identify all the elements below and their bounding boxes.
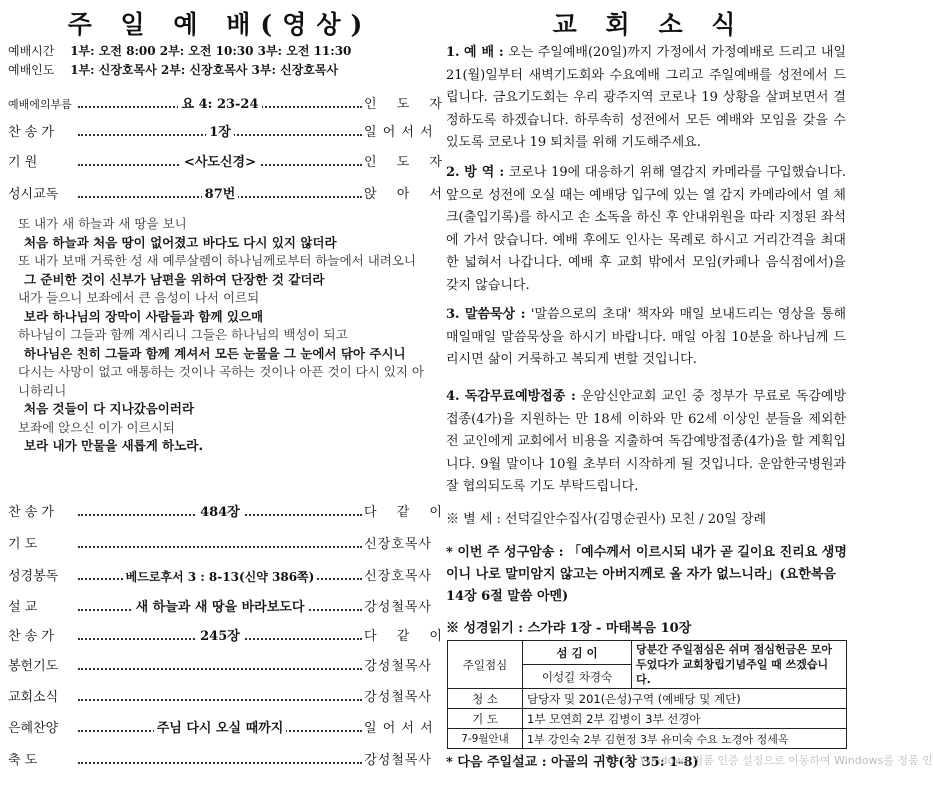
reading-line: 처음 하늘과 처음 땅이 없어졌고 바다도 다시 있지 않더라 [24,234,337,250]
lunch-names: 이성길 차경숙 [523,665,632,689]
reading-line: 다시는 사망이 없고 애통하는 것이나 곡하는 것이나 아픈 것이 다시 있지 아니하리니 [18,364,424,398]
notice-heading: 독감무료예방접종 : [464,389,576,404]
order-label: 설 교 [8,600,38,615]
reading-line: 처음 것들이 다 지나갔음이러라 [24,401,195,416]
order-row [8,534,432,556]
order-right: 앉 아 서 [364,187,450,202]
memory-verse: * 이번 주 성구암송 : 「예수께서 이르시되 내가 곧 길이요 진리요 생명이니 나로 말미암지 않고는 아버지께로 올 자가 없느니라」(요한복음 14장 6절 말씀 아멘) [446,545,847,604]
reception-value: 1부 강인숙 2부 김현정 3부 유미숙 수요 노경아 정세옥 [523,729,847,749]
lunch-head: 섬 김 이 [523,641,632,665]
notice-number: 4. [446,389,460,404]
notice-body: 코로나 19에 대응하기 위해 열감지 카메라를 구입했습니다. 앞으로 성전에 오실 때는 예배당 입구에 있는 열 감지 카메라에서 열 체크(출입기록)를 하시고 손 소독을 하신 후 안내위원을 따라 지정된 좌석에 가서 앉습니다. 예배 후에도 인사는 목례로 하시고 거리간격을 최대한 넓혀서 나갑니다. 예배 후 교회 밖에서 모임(카페나 음식점에서)을 갖지 않습니다. [446,165,847,293]
worship-leaders-label: 예배인도 [8,63,55,77]
order-center [76,626,364,648]
order-center-text: 주님 다시 오실 때까지 [154,718,287,740]
reading-line: 하나님이 그들과 함께 계시리니 그들은 하나님의 백성이 되고 [18,327,348,342]
order-row [8,122,432,144]
notice-body: 오는 주일예배(20일)까지 가정에서 가정예배로 드리고 내일 21(월)일부터 새벽기도회와 수요예배 그리고 주일예배를 성전에서 드립니다. 금요기도회는 우리 광주지역 코로나 19 상황을 살펴보면서 결정하도록 하겠습니다. 하루속히 성전에서 모든 예배와 모임을 갖을 수 있도록 코로나 19 퇴치를 위해 기도해주세요. [446,45,846,150]
order-label: 기 원 [8,155,38,170]
prayer-label: 기 도 [448,709,523,729]
order-center [76,750,364,772]
order-center [76,534,364,556]
worship-times-label: 예배시간 [8,44,55,58]
order-row [8,94,450,116]
news-title: 교 회 소 식 [552,10,746,39]
order-right: 일 어 서 서 [364,721,434,736]
reading-line: 내가 들으니 보좌에서 큰 음성이 나서 이르되 [18,290,260,305]
order-right: 일 어 서 서 [364,125,434,140]
table-row [448,729,847,749]
notice-heading: 말씀묵상 : [464,307,526,322]
condolence-notice: ※ 별 세 : 선덕길안수집사(김명순권사) 모친 / 20일 장례 [446,512,767,527]
bible-reading: ※ 성경읽기 : 스가랴 1장 - 마태복음 10장 [446,621,692,636]
order-label: 교회소식 [8,690,59,705]
order-label: 찬 송 가 [8,629,54,644]
order-row [8,152,450,174]
worship-leaders-value: 1부: 신장호목사 2부: 신장호목사 3부: 신장호목사 [70,63,339,77]
order-center [76,687,364,709]
responsive-reading [18,215,424,456]
order-center-text: 1장 [206,122,234,144]
order-label: 성시교독 [8,187,59,202]
table-row [448,689,847,709]
lunch-note: 당분간 주일점심은 쉬며 점심헌금은 모아두었다가 교회창립기념주일 때 쓰겠습니다. [632,641,847,689]
order-right: 인 도 자 [364,155,450,170]
order-row [8,597,432,619]
prayer-value: 1부 모연희 2부 김병이 3부 선경아 [523,709,847,729]
order-right: 다 같 이 [364,505,450,520]
duty-table [447,640,847,749]
reception-label: 7-9월안내 [448,729,523,749]
order-label: 찬 송 가 [8,125,54,140]
order-right: 강성철목사 [364,753,432,768]
notice-body: '말씀으로의 초대' 책자와 매일 보내드리는 영상을 통해 매일매일 말씀묵상을 하시기 바랍니다. 매일 아침 10분을 하나님께 드리시면 삶이 거룩하고 복되게 변할 것입니다. [446,307,847,367]
order-row [8,656,432,678]
notice-meditation [446,304,846,372]
notice-number: 1. [446,45,460,60]
reading-line: 보라 하나님의 장막이 사람들과 함께 있으매 [24,308,264,324]
order-right: 신장호목사 [364,537,432,552]
order-right: 다 같 이 [364,629,450,644]
order-center-text: 245장 [197,626,243,648]
order-center-text: 87번 [202,184,239,206]
clean-label: 청 소 [448,689,523,709]
activation-watermark: Windows 정품 인증 설정으로 이동하여 Windows를 정품 인 [640,754,933,767]
notice-worship [446,42,846,155]
order-row [8,750,432,772]
worship-times [8,42,432,61]
notice-number: 2. [446,165,460,180]
order-center [76,566,364,588]
notice-quarantine [446,162,846,297]
order-label: 은혜찬양 [8,721,59,736]
order-label: 봉헌기도 [8,659,59,674]
reading-line: 또 내가 보매 거룩한 성 새 예루살렘이 하나님께로부터 하늘에서 내려오니 [18,253,417,268]
order-center [76,184,364,206]
clean-value: 담당자 및 201(은성)구역 (예배당 및 계단) [523,689,847,709]
next-sermon: * 다음 주일설교 : 아골의 귀향(창 35: 1-8) [446,755,699,770]
order-center [76,122,364,144]
table-row [448,641,847,665]
order-center-text: 요 4: 23-24 [178,94,261,116]
notice-heading: 예 배 : [464,45,504,60]
order-label: 성경봉독 [8,569,59,584]
worship-title: 주 일 예 배(영상) [67,10,373,39]
lunch-label: 주일점심 [448,641,523,689]
worship-times-value: 1부: 오전 8:00 2부: 오전 10:30 3부: 오전 11:30 [70,44,352,58]
table-row [448,709,847,729]
reading-line: 보라 내가 만물을 새롭게 하노라. [24,438,204,453]
order-row [8,502,450,524]
notice-flu-vaccine [446,386,846,499]
notice-heading: 방 역 : [464,165,505,180]
order-center [76,718,364,740]
order-center [76,656,364,678]
order-right: 강성철목사 [364,690,432,705]
reading-line: 보좌에 앉으신 이가 이르시되 [18,419,175,435]
order-center [76,94,364,116]
order-center-text: <사도신경> [181,152,259,174]
order-center [76,502,364,524]
reading-line: 그 준비한 것이 신부가 남편을 위하여 단장한 것 같더라 [24,271,325,287]
order-row [8,687,432,709]
order-center-text: 484장 [197,502,243,524]
reading-line: 또 내가 새 하늘과 새 땅을 보니 [18,216,187,231]
order-center-text: 새 하늘과 새 땅을 바라보도다 [133,597,308,619]
order-center [76,152,364,174]
notice-body: 운암신안교회 교인 중 정부가 무료로 독감예방접종(4가)을 지원하는 만 18세 이하와 만 62세 이상인 분들을 제외한 전 교인에게 교회에서 비용을 지출하여 독감예방접종(4가)을 할 계획입니다. 9월 말이나 10월 초부터 시작하게 될 것입니다. 운암한국병원과 잘 협의되도록 기도 부탁드립니다. [446,389,847,494]
reading-line: 하나님은 친히 그들과 함께 계셔서 모든 눈물을 그 눈에서 닦아 주시니 [24,345,406,361]
order-right: 강성철목사 [364,659,432,674]
order-row [8,626,450,648]
order-center-text: 베드로후서 3 : 8-13(신약 386쪽) [123,566,318,588]
order-right: 신장호목사 [364,569,432,584]
order-label: 기 도 [8,537,38,552]
order-row [8,718,432,740]
order-label: 축 도 [8,753,38,768]
order-row [8,184,450,206]
order-label: 찬 송 가 [8,505,54,520]
worship-leaders [8,61,432,80]
order-right: 강성철목사 [364,600,432,615]
order-center [76,597,364,619]
order-right: 인 도 자 [364,97,450,112]
order-label: 예배에의부름 [8,98,72,111]
notice-number: 3. [446,307,460,322]
order-row [8,566,432,588]
